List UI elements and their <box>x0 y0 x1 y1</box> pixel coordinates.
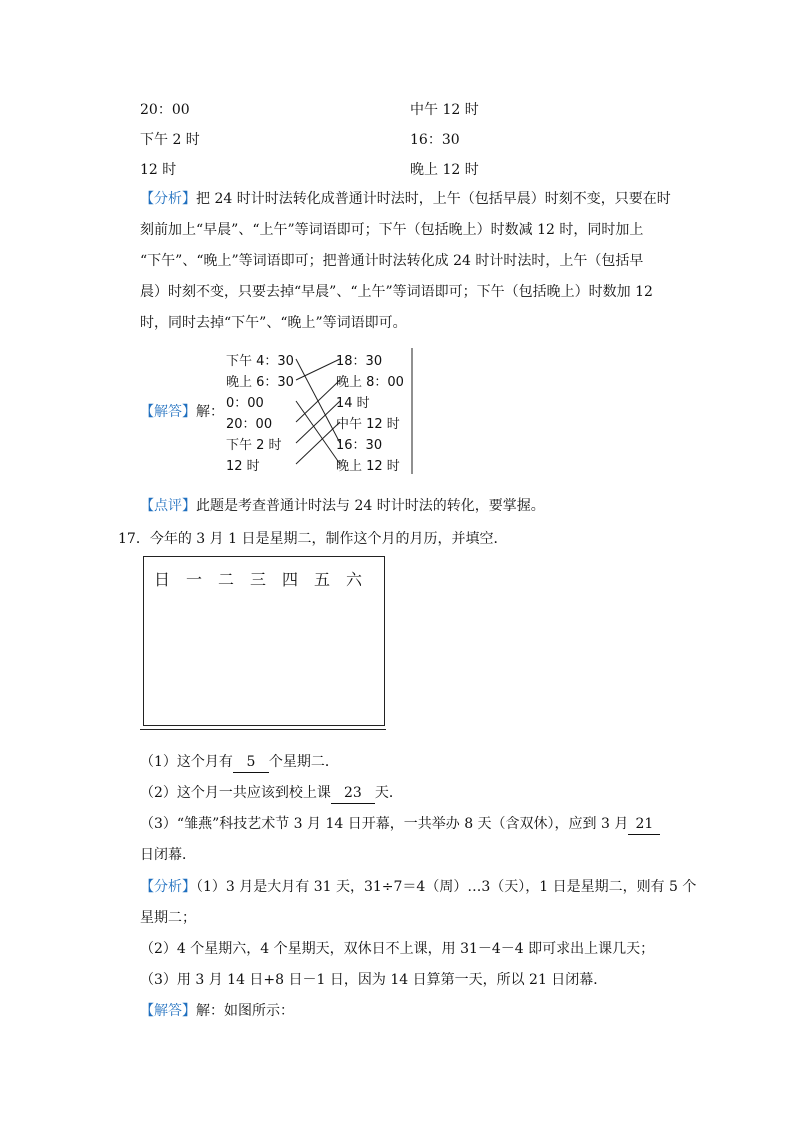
right-item: 中午 12 时 <box>336 417 400 432</box>
row1-right: 中午 12 时 <box>410 102 479 118</box>
left-item: 20：00 <box>226 417 273 432</box>
left-item: 0：00 <box>226 396 264 411</box>
q17-sub3-line2: 日闭幕． <box>140 847 196 863</box>
row3-left: 12 时 <box>140 162 177 178</box>
answer-blank: 5 <box>233 752 269 773</box>
analysis2-line1: 【分析】（1）3 月是大月有 31 天，31÷7＝4（周）…3（天），1 日是星期二，则有 5 个 <box>140 879 697 895</box>
connection-line <box>296 380 340 422</box>
left-item: 下午 2 时 <box>226 438 282 453</box>
row1-left: 20：00 <box>140 102 190 118</box>
right-item: 16：30 <box>336 438 383 453</box>
answer2-label: 【解答】解：如图所示： <box>140 1003 294 1019</box>
weekday-header: 五 <box>314 570 331 589</box>
row2-left: 下午 2 时 <box>140 132 200 148</box>
calendar-grid <box>143 556 385 726</box>
analysis2-line3: （2）4 个星期六，4 个星期天，双休日不上课，用 31－4－4 即可求出上课几天； <box>140 941 655 957</box>
weekday-header: 六 <box>346 570 363 589</box>
matching-diagram <box>222 348 414 474</box>
right-item: 晚上 12 时 <box>336 459 400 474</box>
analysis1-line2: 刻前加上“早晨”、“上午”等词语即可；下午（包括晚上）时数减 12 时，同时加上 <box>140 222 644 238</box>
q17-sub1: （1）这个月有 5 个星期二． <box>140 752 339 773</box>
weekday-header: 四 <box>282 570 299 589</box>
row3-right: 晚上 12 时 <box>410 162 479 178</box>
weekday-header: 二 <box>218 570 235 589</box>
q17-sub2: （2）这个月一共应该到校上课 23 天． <box>140 783 403 804</box>
answer1-label: 【解答】解： <box>140 404 224 420</box>
weekday-header: 日 <box>154 570 171 589</box>
connection-line <box>296 359 340 380</box>
calendar-base-line <box>140 729 386 730</box>
analysis1-line5: 时，同时去掉“下午”、“晚上”等词语即可。 <box>140 315 407 331</box>
left-item: 晚上 6：30 <box>226 375 294 390</box>
left-item: 下午 4：30 <box>226 354 294 369</box>
right-item: 14 时 <box>336 396 370 411</box>
analysis-tag: 【分析】 <box>140 879 196 895</box>
comment1: 【点评】此题是考查普通计时法与 24 时计时法的转化，要掌握。 <box>140 498 545 514</box>
connection-line <box>296 401 340 443</box>
weekday-header: 一 <box>186 570 203 589</box>
analysis1-line3: “下午”、“晚上”等词语即可；把普通计时法转化成 24 时计时法时，上午（包括早 <box>140 253 644 269</box>
q17-number: 17． <box>118 531 150 547</box>
analysis1-line1: 【分析】把 24 时计时法转化成普通计时法时，上午（包括早晨）时刻不变，只要在时 <box>140 191 671 207</box>
q17-title: 17．今年的 3 月 1 日是星期二，制作这个月的月历，并填空． <box>118 531 508 547</box>
right-item: 18：30 <box>336 354 383 369</box>
answer-tag: 【解答】 <box>140 404 196 420</box>
q17-sub3-line1: （3）“雏燕”科技艺术节 3 月 14 日开幕，一共举办 8 天（含双休），应到 3 月 21 <box>140 814 660 835</box>
connection-line <box>296 401 340 464</box>
answer-blank: 23 <box>331 783 375 804</box>
analysis1-line4: 晨）时刻不变，只要去掉“早晨”、“上午”等词语即可；下午（包括晚上）时数加 12 <box>140 284 653 300</box>
comment-tag: 【点评】 <box>140 498 196 514</box>
row2-right: 16：30 <box>410 132 460 148</box>
right-item: 晚上 8：00 <box>336 375 404 390</box>
connection-line <box>296 422 340 464</box>
analysis-tag: 【分析】 <box>140 191 196 207</box>
left-item: 12 时 <box>226 459 260 474</box>
answer-tag: 【解答】 <box>140 1003 196 1019</box>
weekday-header: 三 <box>250 570 267 589</box>
answer-blank: 21 <box>628 814 660 835</box>
analysis2-line2: 星期二； <box>140 910 196 926</box>
analysis2-line4: （3）用 3 月 14 日+8 日－1 日，因为 14 日算第一天，所以 21 日闭幕． <box>140 972 608 988</box>
